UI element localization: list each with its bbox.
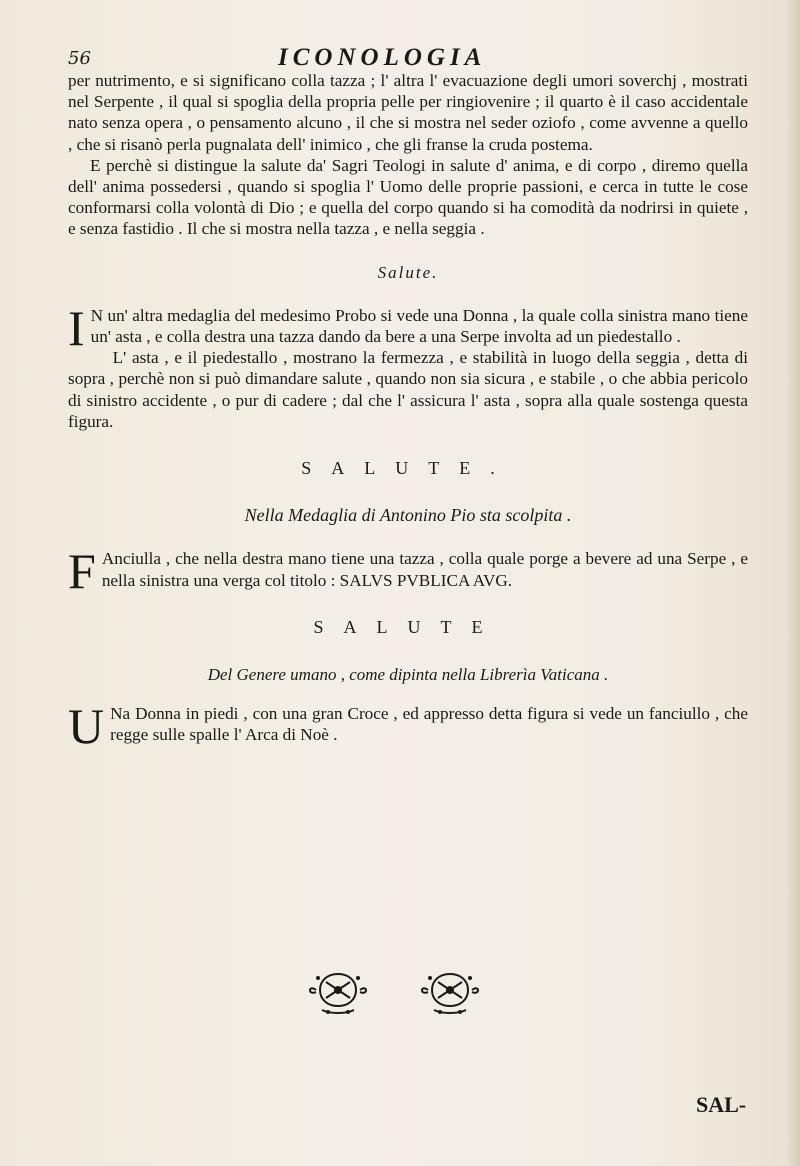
paragraph-5-text: Anciulla , che nella destra mano tiene una tazza , colla quale porge a bevere ad una Serpe , e nella sinistra una verga col titolo : SALVS PVBLICA AVG. [101, 549, 748, 590]
paragraph-3-text: N un' altra medaglia del medesimo Probo si vede una Donna , la quale colla sinistra mano tiene un' asta , e colla destra una tazza dando da bere a una Serpe involta ad un piedestallo . [90, 305, 748, 347]
page-edge-shadow [786, 0, 800, 1166]
drop-cap-i: I [68, 299, 85, 356]
heading-salute-caps-2: SALUTE [313, 616, 503, 637]
paragraph-2: E perchè si distingue la salute da' Sagri Teologi in salute d' anima, e di corpo , diremo quella dell' anima possedersi , quando si spoglia l' Uomo delle proprie passioni, e cerca in tutte le cose conformarsi colla volontà di Dio ; e quella del corpo quando si ha comodità da nodrirsi in quiete , e senza fastidio . Il che si mostra nella tazza , e nella seggia . [68, 155, 748, 239]
page-number: 56 [68, 48, 91, 69]
medal-title: Nella Medaglia di Antonino Pio sta scolpita . [244, 505, 572, 526]
heading-salute-italic: Salute. [377, 262, 439, 282]
printer-ornament-icon [418, 970, 482, 1016]
paragraph-1: per nutrimento, e si significano colla tazza ; l' altra l' evacuazione degli umori soverchj , mostrati nel Serpente , il qual si spoglia della propria pelle per ringiovenire ; il quarto è il caso accidentale nato senza opera , o pensamento alcuno , il che si mostra nel seder oziofo , come avvenne a quello , che si risanò perla pugnalata dell' inimico , che gli franse la cruda postema. [68, 71, 748, 154]
catchword: SAL- [696, 1092, 747, 1117]
drop-cap-u: U [68, 698, 105, 755]
paragraph-3 [68, 299, 748, 356]
paragraph-6-text: Na Donna in piedi , con una gran Croce , ed appresso detta figura si vede un fanciullo , che regge sulle spalle l' Arca di Noè . [110, 704, 748, 745]
printer-ornament-icon [306, 970, 370, 1016]
paragraph-4: L' asta , e il piedestallo , mostrano la fermezza , e stabilità in luogo della seggia , detta di sopra , perchè non si può dimandare salute , quando non sia sicura , e stabile , o che abbia pericolo di sinistro accidente , o pur di cadere ; dal che l' assicura l' asta , sopra alla quale sostenga questa figura. [68, 348, 748, 431]
ornament-group [306, 970, 506, 1020]
paragraph-6 [68, 698, 748, 755]
genere-title: Del Genere umano , come dipinta nella Librerìa Vaticana . [207, 665, 609, 685]
page-title: ICONOLOGIA [278, 44, 487, 71]
text-column [68, 70, 748, 755]
heading-salute-caps-1: SALUTE. [301, 458, 515, 479]
drop-cap-f: F [68, 543, 96, 600]
paragraph-5 [68, 543, 748, 600]
